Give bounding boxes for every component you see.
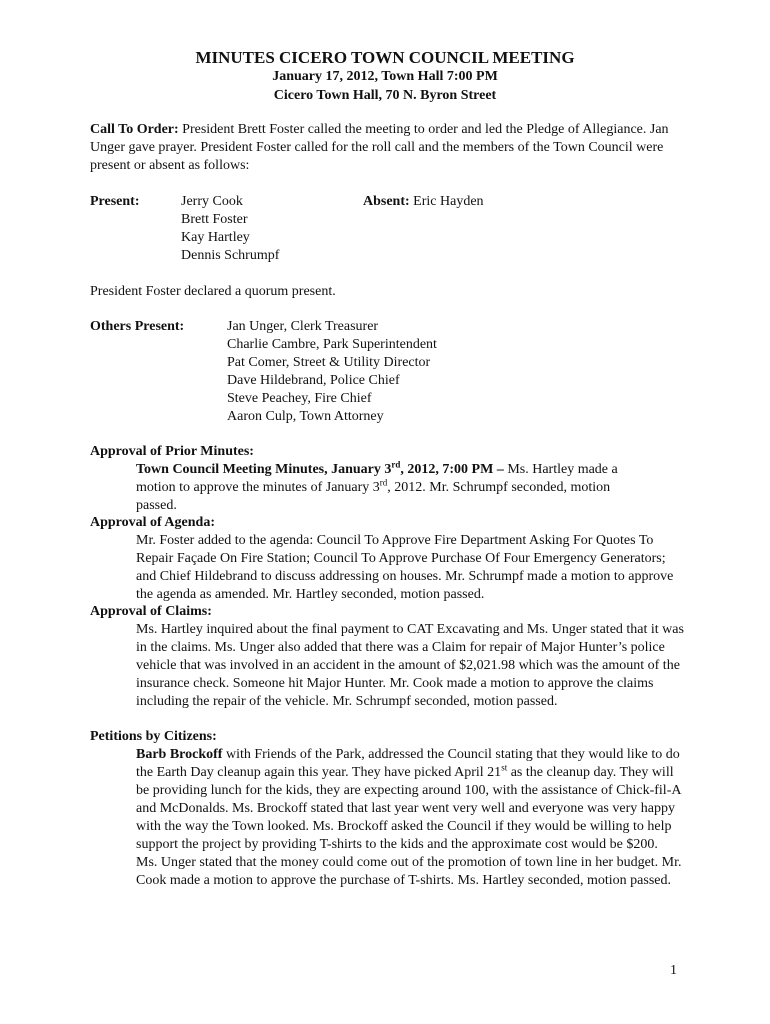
present-member: Dennis Schrumpf <box>181 248 280 263</box>
others-present-person: Charlie Cambre, Park Superintendent <box>227 337 437 352</box>
prior-minutes-text: Ms. Hartley made a <box>507 462 618 477</box>
prior-minutes-heading: Approval of Prior Minutes: <box>90 444 254 459</box>
quorum-statement: President Foster declared a quorum present. <box>90 284 336 299</box>
ordinal-suffix: rd <box>391 459 401 470</box>
others-present-person: Steve Peachey, Fire Chief <box>227 391 372 406</box>
claims-body: Ms. Hartley inquired about the final payment to CAT Excavating and Ms. Unger stated that it was in the claims. Ms. Unger also added that there was a Claim for repair of Major Hunter’s police vehicle that was involved in an accident in the amount of $2,021.98 which was the amount of the insurance check. Someone hit Major Hunter. Mr. Cook made a motion to approve the claims including the repair of the vehicle. Mr. Schrumpf seconded, motion passed. <box>136 622 684 709</box>
prior-minutes-line-1 <box>136 461 686 479</box>
petitions-text: with Friends of the Park, addressed the Council stating that they would like to do the Earth Day cleanup again this year. They have picked April 21 <box>136 747 680 780</box>
ordinal-suffix: st <box>501 762 508 773</box>
prior-minutes-body <box>136 461 686 515</box>
document-title: MINUTES CICERO TOWN COUNCIL MEETING <box>195 48 575 67</box>
agenda-body: Mr. Foster added to the agenda: Council To Approve Fire Department Asking For Quotes To Repair Façade On Fire Station; Council To Approve Purchase Of Four Emergency Generators; and Chief Hildebrand to discuss addressing on houses. Mr. Schrumpf made a motion to approve the agenda as amended. Mr. Hartley seconded, motion passed. <box>136 533 674 602</box>
meeting-location: Cicero Town Hall, 70 N. Byron Street <box>273 88 497 103</box>
petitions-body <box>136 746 682 890</box>
prior-minutes-line-3: passed. <box>136 498 177 513</box>
present-label: Present: <box>90 194 140 209</box>
claims-heading: Approval of Claims: <box>90 604 212 619</box>
present-member: Kay Hartley <box>181 230 250 245</box>
present-member: Brett Foster <box>181 212 248 227</box>
others-present-person: Pat Comer, Street & Utility Director <box>227 355 431 370</box>
petitions-heading: Petitions by Citizens: <box>90 729 217 744</box>
others-present-person: Jan Unger, Clerk Treasurer <box>227 319 379 334</box>
absent-member: Eric Hayden <box>413 194 484 209</box>
absent-label: Absent: <box>363 194 410 209</box>
others-present-list <box>227 318 437 426</box>
meeting-date: January 17, 2012, Town Hall 7:00 PM <box>272 69 498 84</box>
petitions-text: as the cleanup day. They will be providing lunch for the kids, they are expecting around 100, with the assistance of Chick-fil-A and McDonalds. Ms. Brockoff stated that last year went very well and everyone was very happy with the way the Town looked. Ms. Brockoff asked the Council if they would be willing to help support the project by providing T-shirts to the kids and the approximate cost would be $200. Ms. Unger stated that the money could come out of the promotion of town line in her budget. Mr. Cook made a motion to approve the purchase of T-shirts. Ms. Hartley seconded, motion passed. <box>136 765 682 888</box>
prior-minutes-title <box>136 459 508 477</box>
page-number: 1 <box>670 963 677 978</box>
present-list <box>181 193 279 265</box>
prior-minutes-line-2 <box>136 479 686 497</box>
call-to-order-text: President Brett Foster called the meeting to order and led the Pledge of Allegiance. Jan Unger gave prayer. President Foster called for the roll call and the members of the Town Council were present or absent as follows: <box>90 122 669 173</box>
petitioner-name: Barb Brockoff <box>136 747 223 762</box>
dash: – <box>493 462 508 477</box>
call-to-order-paragraph <box>90 121 690 175</box>
call-to-order-label: Call To Order: <box>90 122 179 137</box>
ordinal-suffix: rd <box>379 477 388 488</box>
prior-minutes-title-part: , 2012, 7:00 PM <box>400 462 494 477</box>
others-present-person: Aaron Culp, Town Attorney <box>227 409 384 424</box>
absent-entry <box>363 193 484 211</box>
agenda-heading: Approval of Agenda: <box>90 515 215 530</box>
prior-minutes-text: motion to approve the minutes of January 3 <box>136 480 380 495</box>
others-present-label: Others Present: <box>90 319 185 334</box>
prior-minutes-title-part: Town Council Meeting Minutes, January 3 <box>136 462 392 477</box>
present-member: Jerry Cook <box>181 194 243 209</box>
others-present-person: Dave Hildebrand, Police Chief <box>227 373 400 388</box>
prior-minutes-text: , 2012. Mr. Schrumpf seconded, motion <box>387 480 611 495</box>
